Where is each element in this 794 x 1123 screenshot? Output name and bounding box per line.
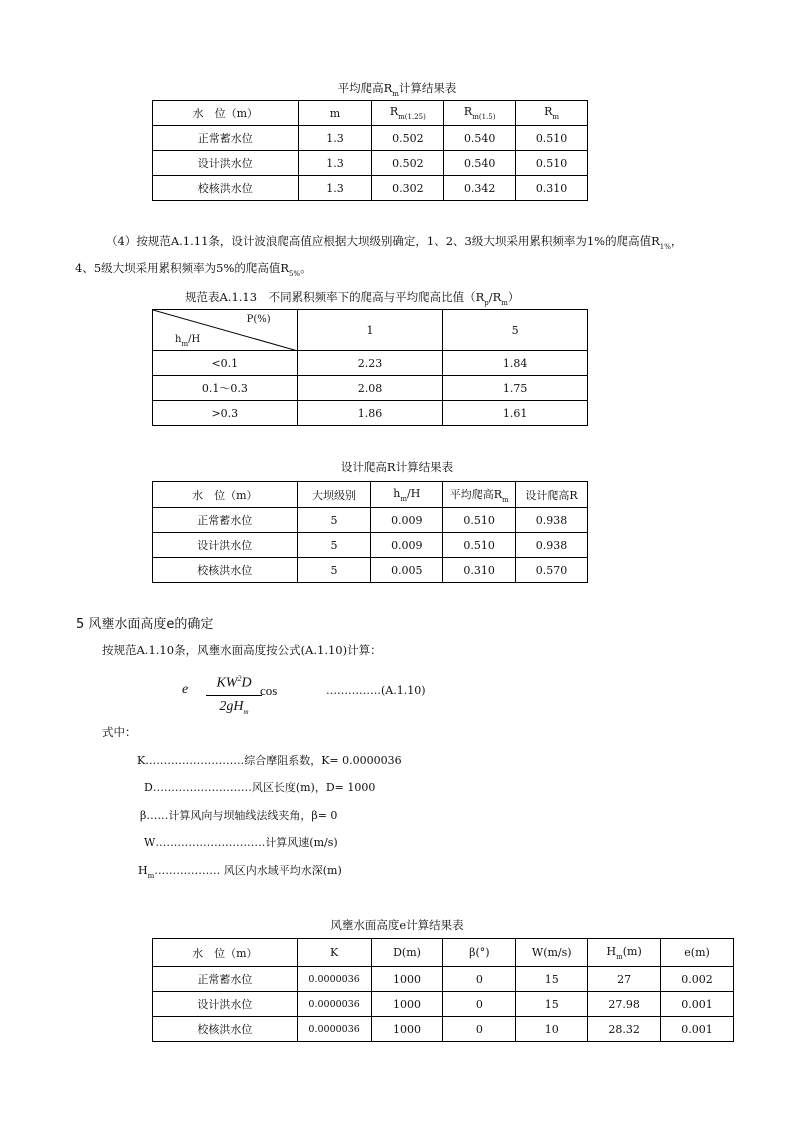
table-cell: 5 — [297, 558, 371, 583]
table-cell: <0.1 — [153, 351, 298, 376]
table-cell: 校核洪水位 — [153, 176, 299, 201]
table4-header-cell: K — [297, 939, 371, 967]
table-cell: 0.310 — [443, 558, 516, 583]
table-cell: 0.1～0.3 — [153, 376, 298, 401]
table-row — [153, 151, 588, 176]
section5-intro: 按规范A.1.10条，风壅水面高度按公式(A.1.10)计算： — [102, 643, 382, 657]
table-cell: 15 — [516, 992, 588, 1017]
table4-header-cell: β(°) — [443, 939, 516, 967]
table-cell: 1.3 — [298, 126, 372, 151]
table-cell: 0.001 — [661, 992, 734, 1017]
table-cell: 0.570 — [516, 558, 588, 583]
table-cell: 0.510 — [516, 151, 588, 176]
def-k: K………………………综合摩阻系数，K= 0.0000036 — [137, 754, 402, 767]
table-cell: 0.540 — [444, 151, 516, 176]
table1-caption — [0, 80, 794, 98]
table3-header-cell: 设计爬高R — [516, 482, 588, 508]
table1-header-cell: m — [298, 101, 372, 126]
table1-header-cell: $R_{m(1.25)}$ — [372, 101, 444, 126]
table2-header-row — [153, 310, 588, 351]
formula — [182, 670, 642, 716]
table1-header-cell: 水 位（m） — [153, 101, 299, 126]
table-cell: 设计洪水位 — [153, 533, 298, 558]
def-w: W…………………………计算风速(m/s) — [144, 836, 338, 849]
table1-caption-post: 计算结果表 — [398, 81, 457, 95]
table-row — [153, 351, 588, 376]
table1-caption-sub: m — [392, 90, 399, 98]
table3-header-cell: 大坝级别 — [297, 482, 371, 508]
table-cell: 1000 — [371, 1017, 443, 1042]
para4-line1: （4）按规范A.1.11条，设计波浪爬高值应根据大坝级别确定，1、2、3级大坝采用累积频率为1%的爬高值$R_{1\%}$， — [106, 234, 683, 251]
table-cell: 1.3 — [298, 176, 372, 201]
table3-header-cell: $h_m/H$ — [371, 482, 443, 508]
formula-cos: cos — [260, 683, 278, 698]
table3 — [152, 481, 588, 583]
table-row — [153, 558, 588, 583]
table4-header-cell: W(m/s) — [516, 939, 588, 967]
para4-line2: 4、5级大坝采用累积频率为5%的爬高值$R_{5\%}$。 — [75, 261, 312, 278]
table-cell: 设计洪水位 — [153, 992, 298, 1017]
table-cell: 1000 — [371, 967, 443, 992]
table-cell: 27.98 — [588, 992, 661, 1017]
table-cell: 0.0000036 — [297, 1017, 371, 1042]
table-cell: 15 — [516, 967, 588, 992]
table-cell: 0.540 — [444, 126, 516, 151]
table4-header-cell: e(m) — [661, 939, 734, 967]
table1-header-cell: $R_m$ — [516, 101, 588, 126]
table-cell: 0.009 — [371, 508, 443, 533]
table-row — [153, 533, 588, 558]
section5-heading: 5 风壅水面高度e的确定 — [76, 617, 214, 632]
diagonal-header-cell — [153, 310, 298, 351]
table4 — [152, 938, 734, 1042]
table1-caption-pre: 平均爬高R — [337, 81, 393, 95]
table-cell: 0.302 — [372, 176, 444, 201]
table-row — [153, 508, 588, 533]
table3-header-cell: 平均爬高$R_m$ — [443, 482, 516, 508]
table-cell: 0.002 — [661, 967, 734, 992]
formula-e: e — [182, 682, 189, 697]
table2-header-cell: 1 — [297, 310, 443, 351]
diag-top-label: P(%) — [246, 314, 271, 325]
where-label: 式中： — [102, 725, 137, 739]
table4-header-cell: $H_m(m)$ — [588, 939, 661, 967]
table-cell: 0.502 — [372, 126, 444, 151]
table-cell: 1.84 — [443, 351, 588, 376]
formula-denominator: $2gH_m$ — [219, 698, 249, 716]
def-d: D………………………风区长度(m)，D= 1000 — [144, 781, 376, 794]
table-cell: 校核洪水位 — [153, 558, 298, 583]
table-cell: 0.005 — [371, 558, 443, 583]
table4-header-cell: D(m) — [371, 939, 443, 967]
table4-caption: 风壅水面高度e计算结果表 — [330, 918, 464, 932]
table-cell: 1.86 — [297, 401, 443, 426]
table-row — [153, 126, 588, 151]
table-cell: 2.23 — [297, 351, 443, 376]
table-cell: 0 — [443, 992, 516, 1017]
table-cell: 1.61 — [443, 401, 588, 426]
table-row — [153, 401, 588, 426]
table-cell: 0.510 — [443, 508, 516, 533]
table-cell: 正常蓄水位 — [153, 967, 298, 992]
table-cell: 正常蓄水位 — [153, 126, 299, 151]
table-cell: 10 — [516, 1017, 588, 1042]
table-cell: 5 — [297, 533, 371, 558]
table-cell: 0.938 — [516, 533, 588, 558]
table-row — [153, 992, 734, 1017]
table-cell: >0.3 — [153, 401, 298, 426]
table-cell: 0.0000036 — [297, 992, 371, 1017]
table-row — [153, 967, 734, 992]
table-cell: 0.510 — [443, 533, 516, 558]
table-cell: 0.510 — [516, 126, 588, 151]
table-cell: 1000 — [371, 992, 443, 1017]
table2-header-cell: 5 — [443, 310, 588, 351]
table-cell: 0 — [443, 1017, 516, 1042]
table-cell: 0.342 — [444, 176, 516, 201]
table-cell: 0.938 — [516, 508, 588, 533]
diag-bottom-label: $h_m/H$ — [175, 334, 201, 348]
def-h: $H_m\dots\dots\dots\dots\dots\dots$ 风区内水域平均水深(m) — [138, 864, 342, 880]
table1 — [152, 100, 588, 201]
table4-header-cell: 水 位（m） — [153, 939, 298, 967]
table1-header-cell: $R_{m(1.5)}$ — [444, 101, 516, 126]
table3-header-row — [153, 482, 588, 508]
table-cell: 正常蓄水位 — [153, 508, 298, 533]
table-row — [153, 176, 588, 201]
table-cell: 27 — [588, 967, 661, 992]
table3-header-cell: 水 位（m） — [153, 482, 298, 508]
formula-ref: ……………(A.1.10) — [326, 684, 426, 697]
table-cell: 校核洪水位 — [153, 1017, 298, 1042]
table-cell: 0.001 — [661, 1017, 734, 1042]
table-cell: 2.08 — [297, 376, 443, 401]
table2-caption: 规范表A.1.13 不同累积频率下的爬高与平均爬高比值$(R_p/R_m)$ — [185, 290, 520, 307]
table-cell: 1.3 — [298, 151, 372, 176]
table2 — [152, 309, 588, 426]
table-cell: 0 — [443, 967, 516, 992]
table4-header-row — [153, 939, 734, 967]
table-cell: 0.502 — [372, 151, 444, 176]
def-beta: β……计算风向与坝轴线法线夹角，β= 0 — [140, 809, 338, 822]
formula-fraction — [206, 670, 262, 721]
table-cell: 0.310 — [516, 176, 588, 201]
table-cell: 0.0000036 — [297, 967, 371, 992]
fraction-bar — [206, 695, 262, 696]
table-cell: 设计洪水位 — [153, 151, 299, 176]
table-cell: 0.009 — [371, 533, 443, 558]
table-row — [153, 1017, 734, 1042]
table-cell: 28.32 — [588, 1017, 661, 1042]
formula-numerator: $KW^2D$ — [216, 674, 252, 691]
table-cell: 1.75 — [443, 376, 588, 401]
table1-header-row — [153, 101, 588, 126]
table-row — [153, 376, 588, 401]
table-cell: 5 — [297, 508, 371, 533]
table3-caption: 设计爬高R计算结果表 — [340, 460, 454, 474]
